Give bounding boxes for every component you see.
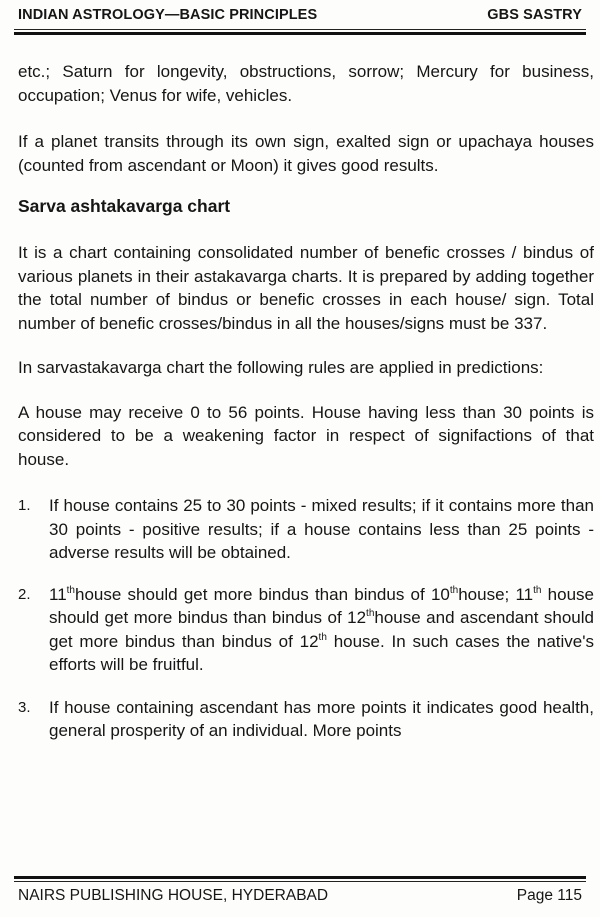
author-name: GBS SASTRY: [487, 7, 582, 23]
running-header: [18, 4, 582, 26]
paragraph-chart-definition: It is a chart containing consolidated number of benefic crosses / bindus of various planets in their astakavarga charts. It is prepared by adding together the total number of bindus or benefic crosses in each house/ sign. Total number of benefic crosses/bindus in all the houses/signs must be 337.: [18, 243, 594, 333]
header-rule-thin: [14, 29, 586, 30]
paragraph-transit: If a planet transits through its own sign, exalted sign or upachaya houses (counted from ascendant or Moon) it gives good results.: [18, 132, 594, 175]
list-item: [18, 494, 594, 565]
rule-text: If house containing ascendant has more points it indicates good health, general prosperity of an individual. More points: [49, 697, 594, 740]
footer-rule-thick: [14, 876, 586, 879]
list-item: [18, 583, 594, 677]
publisher: NAIRS PUBLISHING HOUSE, HYDERABAD: [18, 887, 329, 904]
paragraph-planet-significations: etc.; Saturn for longevity, obstructions, sorrow; Mercury for business, occupation; Venus for wife, vehicles.: [18, 62, 594, 105]
book-title: INDIAN ASTROLOGY—BASIC PRINCIPLES: [18, 7, 318, 23]
rules-list: [18, 494, 594, 743]
page-footer: [18, 883, 582, 907]
header-rule-thick: [14, 32, 586, 35]
paragraph-rules-intro: In sarvastakavarga chart the following rules are applied in predictions:: [18, 358, 544, 377]
list-number: 1.: [18, 497, 31, 514]
rule-text: If house contains 25 to 30 points - mixed results; if it contains more than 30 points - positive results; if a house contains less than 25 points - adverse results will be obtained.: [49, 496, 594, 562]
list-item: [18, 696, 594, 743]
page-body: [18, 60, 594, 743]
paragraph-points-range: A house may receive 0 to 56 points. House having less than 30 points is considered to be a weakening factor in respect of signifactions of that house.: [18, 402, 594, 469]
list-number: 2.: [18, 585, 31, 603]
rule-text: 11thhouse should get more bindus than bindus of 10thhouse; 11th house should get more bindus than bindus of 12thhouse and ascendant should get more bindus than bindus of 12th house. In such cases the native's efforts will be fruitful.: [49, 584, 594, 674]
page-number: Page 115: [516, 887, 582, 904]
footer-rule-thin: [14, 881, 586, 882]
list-number: 3.: [18, 698, 31, 716]
section-heading: Sarva ashtakavarga chart: [18, 196, 231, 216]
